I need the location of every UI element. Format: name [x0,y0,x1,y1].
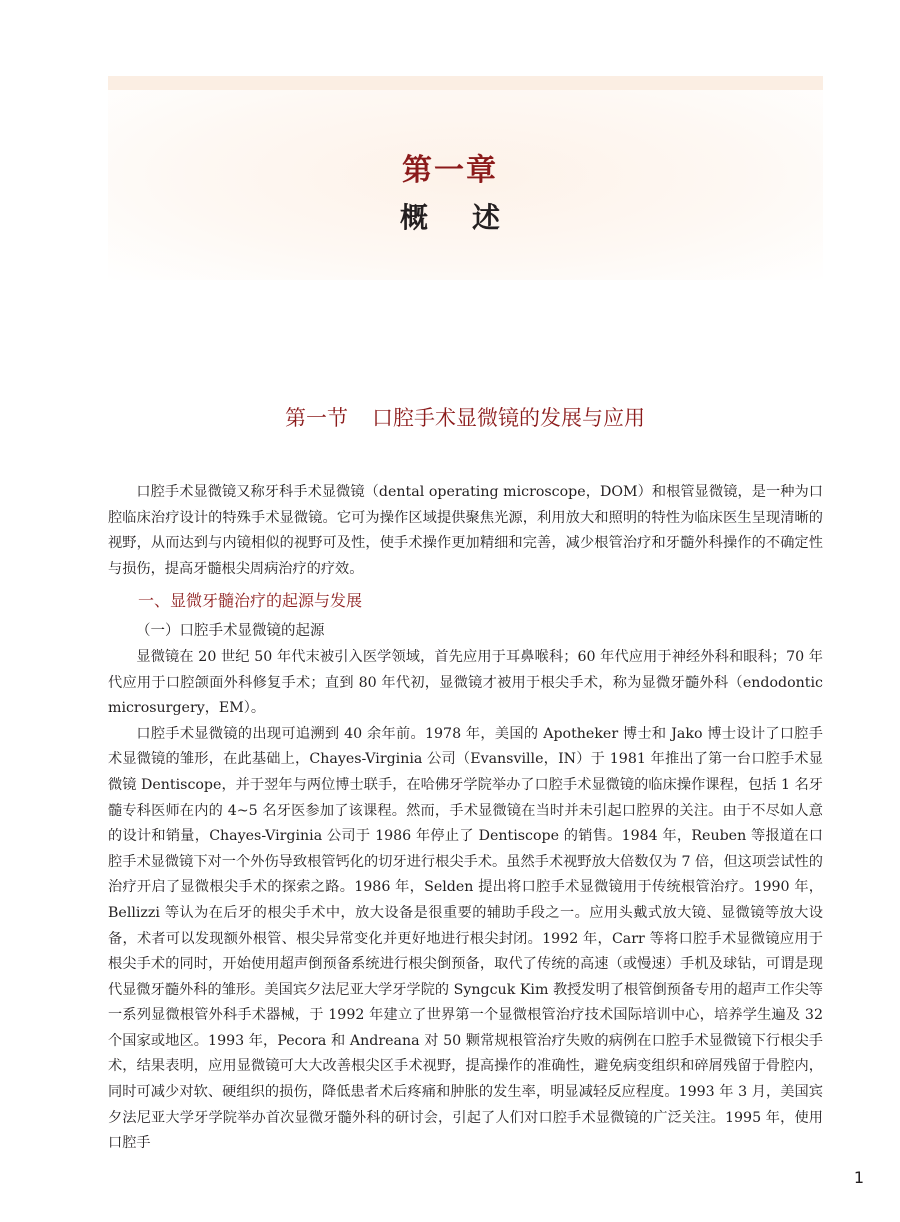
section-heading [0,402,900,432]
page-number: 1 [853,1168,864,1187]
intro-paragraph: 口腔手术显微镜又称牙科手术显微镜（dental operating microscope，DOM）和根管显微镜，是一种为口腔临床治疗设计的特殊手术显微镜。它可为操作区域提供聚焦光源，利用放大和照明的特性为临床医生呈现清晰的视野，从而达到与内镜相似的视野可及性，使手术操作更加精细和完善，减少根管治疗和牙髓外科操作的不确定性与损伤，提高牙髓根尖周病治疗的疗效。 [108,484,823,577]
subheading-level1: 一、显微牙髓治疗的起源与发展 [138,591,363,611]
paragraph-2: 口腔手术显微镜的出现可追溯到 40 余年前。1978 年，美国的 Apotheker 博士和 Jako 博士设计了口腔手术显微镜的雏形，在此基础上，Chayes-Virginia 公司（Evansville，IN）于 1981 年推出了第一台口腔手术显微镜 Dentiscope，并于翌年与两位博士联手，在哈佛牙学院举办了口腔手术显微镜的临床操作课程，包括 1 名牙髓专科医师在内的 4~5 名牙医参加了该课程。然而，手术显微镜在当时并未引起口腔界的关注。由于不尽如人意的设计和销量，Chayes-Virginia 公司于 1986 年停止了 Dentiscope 的销售。1984 年，Reuben 等报道在口腔手术显微镜下对一个外伤导致根管钙化的切牙进行根尖手术。虽然手术视野放大倍数仅为 7 倍，但这项尝试性的治疗开启了显微根尖手术的探索之路。1986 年，Selden 提出将口腔手术显微镜用于传统根管治疗。1990 年，Bellizzi 等认为在后牙的根尖手术中，放大设备是很重要的辅助手段之一。应用头戴式放大镜、显微镜等放大设备，术者可以发现额外根管、根尖异常变化并更好地进行根尖封闭。1992 年，Carr 等将口腔手术显微镜应用于根尖手术的同时，开始使用超声倒预备系统进行根尖倒预备，取代了传统的高速（或慢速）手机及球钻，可谓是现代显微牙髓外科的雏形。美国宾夕法尼亚大学牙学院的 Syngcuk Kim 教授发明了根管倒预备专用的超声工作尖等一系列显微根管外科手术器械，于 1992 年建立了世界第一个显微根管治疗技术国际培训中心，培养学生遍及 32 个国家或地区。1993 年，Pecora 和 Andreana 对 50 颗常规根管治疗失败的病例在口腔手术显微镜下行根尖手术，结果表明，应用显微镜可大大改善根尖区手术视野，提高操作的准确性，避免病变组织和碎屑残留于骨腔内，同时可减少对软、硬组织的损伤，降低患者术后疼痛和肿胀的发生率，明显减轻反应程度。1993 年 3 月，美国宾夕法尼亚大学牙学院举办首次显微牙髓外科的研讨会，引起了人们对口腔手术显微镜的广泛关注。1995 年，使用口腔手 [108,725,823,1152]
chapter-title: 概述 [399,201,544,234]
body-text [108,480,823,1157]
section-number: 第一节 [285,406,348,430]
chapter-number: 第一章 [402,153,498,188]
paragraph-1: 显微镜在 20 世纪 50 年代末被引入医学领域，首先应用于耳鼻喉科；60 年代应用于神经外科和眼科；70 年代应用于口腔颌面外科修复手术；直到 80 年代初，显微镜才被用于根尖手术，称为显微牙髓外科（endodontic microsurgery，EM）。 [108,648,823,717]
section-title: 口腔手术显微镜的发展与应用 [372,406,645,430]
header-rule [108,76,823,90]
subheading-level2: （一）口腔手术显微镜的起源 [136,623,325,640]
